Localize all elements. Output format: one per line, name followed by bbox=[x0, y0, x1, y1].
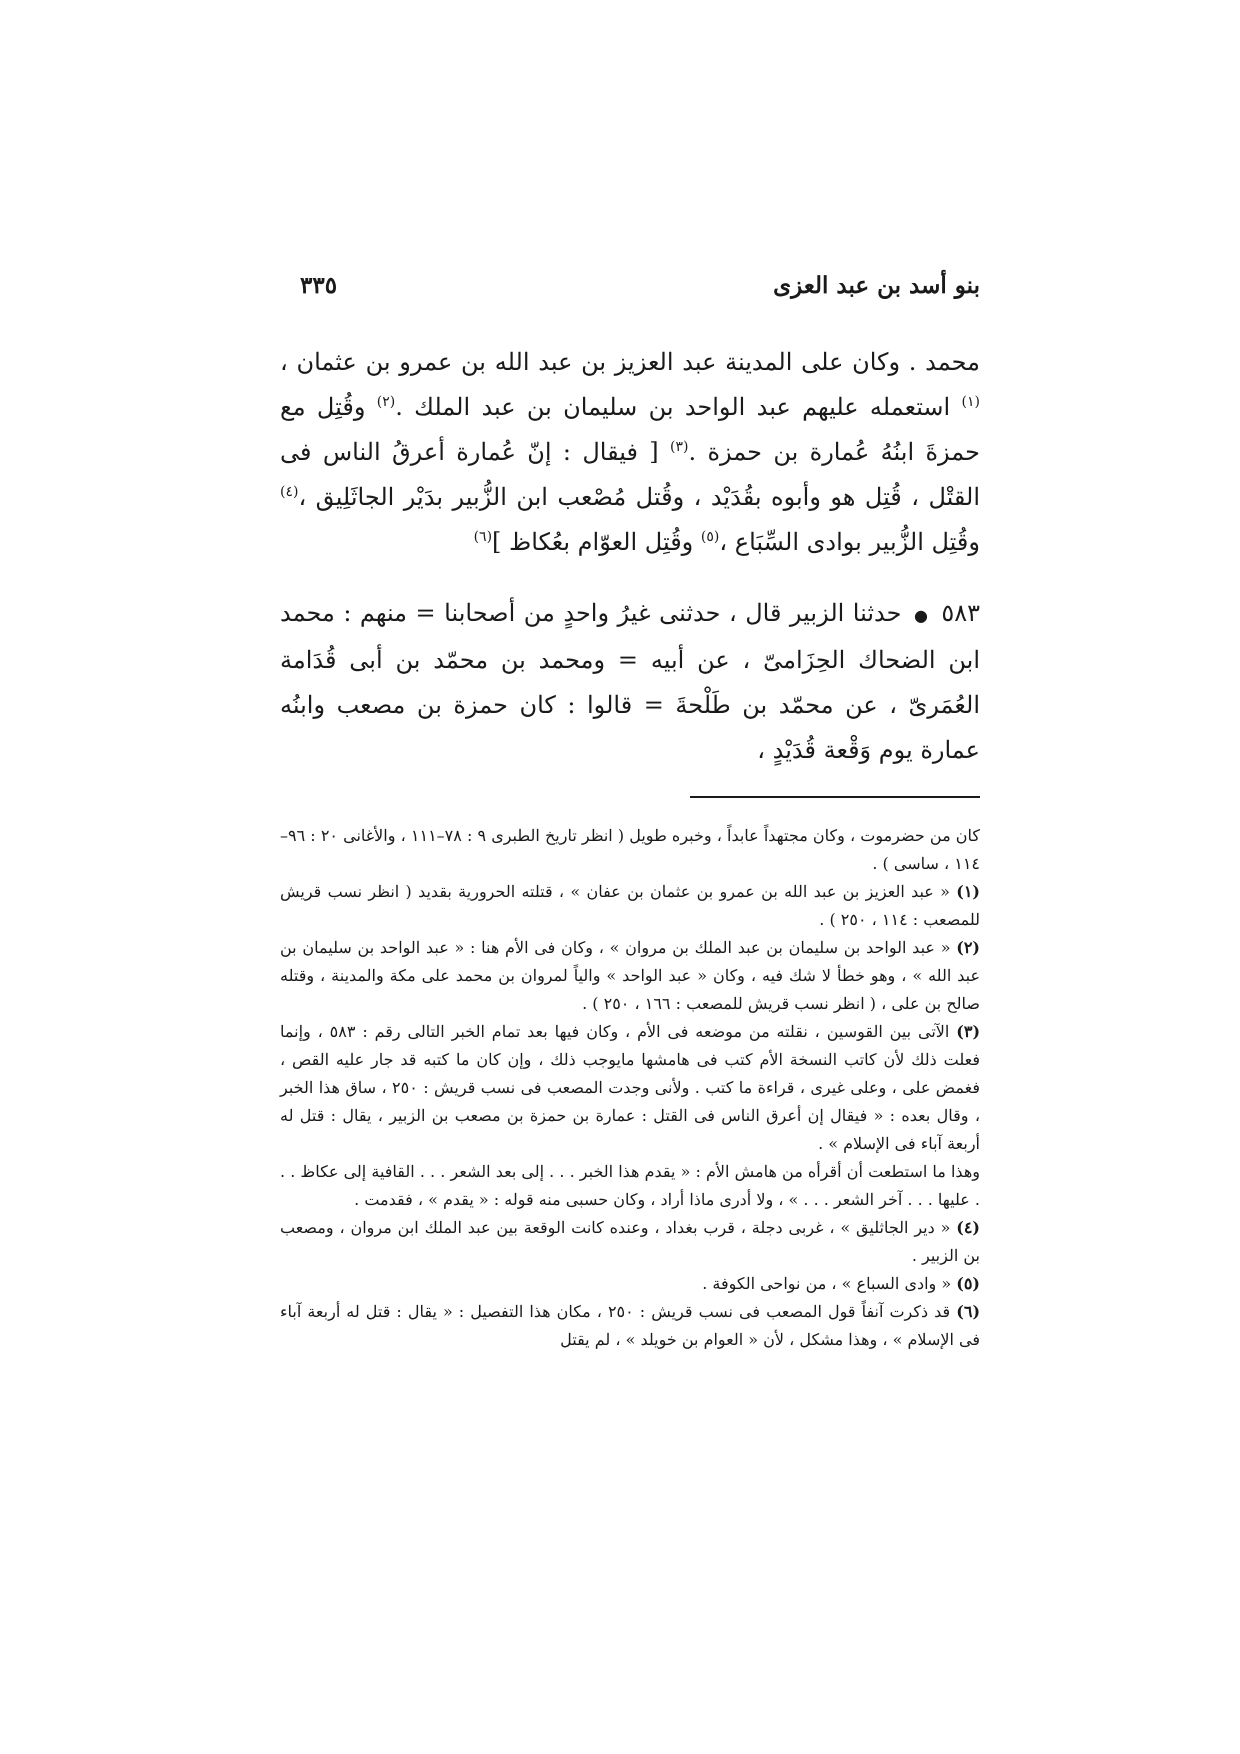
footnote-ref: (٦) bbox=[473, 529, 493, 545]
text-segment: محمد . وكان على المدينة عبد العزيز بن عبد الله بن عمرو بن عثمان ، bbox=[280, 348, 980, 376]
footnote-2 bbox=[280, 934, 980, 1018]
footnote-1 bbox=[280, 878, 980, 934]
running-title: بنو أسد بن عبد العزى bbox=[773, 272, 980, 299]
page-header bbox=[300, 272, 980, 312]
text-segment: استعمله عليهم عبد الواحد بن سليمان بن عبد الملك . bbox=[395, 393, 962, 421]
footnote-text: « عبد الواحد بن سليمان بن عبد الملك بن مروان » ، وكان فى الأم هنا : « عبد الواحد بن سليمان بن عبد الله » ، وهو خطأ لا شك فيه ، وكان « عبد الواحد » والياً لمروان بن محمد على مكة والمدينة ، وقتله صالح بن على ، ( انظر نسب قريش للمصعب : ١٦٦ ، ٢٥٠ ) . bbox=[280, 938, 980, 1013]
footnote-5 bbox=[280, 1270, 980, 1298]
paragraph-continuation bbox=[280, 340, 980, 565]
footnote-text: قد ذكرت آنفاً قول المصعب فى نسب قريش : ٢٥٠ ، مكان هذا التفصيل : « يقال : قتل له أربعة آباء فى الإسلام » ، وهذا مشكل ، لأن « العوام بن خويلد » ، لم يقتل bbox=[280, 1302, 980, 1349]
footnote-label: (٣) bbox=[956, 1022, 981, 1041]
footnote-ref: (٤) bbox=[280, 484, 299, 500]
narration-number: ٥٨٣ bbox=[941, 599, 980, 627]
text-segment: وقُتِل العوّام بعُكاظ ] bbox=[492, 528, 701, 556]
page-number: ٣٣٥ bbox=[300, 272, 338, 299]
footnote-text: الآتى بين القوسين ، نقلته من موضعه فى الأم ، وكان فيها بعد تمام الخبر التالى رقم : ٥٨٣ ، وإنما فعلت ذلك لأن كاتب النسخة الأم كتب فى هامشها مايوجب ذلك ، وإن كان ما كتبه قد جار عليه القص ، فغمض على ، وعلى غيرى ، قراءة ما كتب . ولأنى وجدت المصعب فى نسب قريش : ٢٥٠ ، ساق هذا الخبر ، وقال بعده : « فيقال إن أعرق الناس فى القتل : عمارة بن حمزة بن مصعب بن الزبير ، يقال : قتل له أربعة آباء فى الإسلام » . bbox=[280, 1022, 981, 1153]
footnote-label: (٢) bbox=[956, 938, 980, 957]
footnote-text: « عبد العزيز بن عبد الله بن عمرو بن عثمان بن عفان » ، قتلته الحرورية بقديد ( انظر نسب قريش للمصعب : ١١٤ ، ٢٥٠ ) . bbox=[280, 882, 980, 929]
footnote-divider bbox=[690, 796, 980, 798]
footnote-ref: (٥) bbox=[700, 529, 720, 545]
text-segment: وقُتِل الزُّبير بوادى السِّبَاع ، bbox=[719, 528, 980, 556]
footnote-label: (١) bbox=[956, 882, 980, 901]
footnote-3-continued: وهذا ما استطعت أن أقرأه من هامش الأم : « يقدم هذا الخبر . . . إلى بعد الشعر . . . القافية إلى عكاظ . . . عليها . . . آخر الشعر . . . » ، ولا أدرى ماذا أراد ، وكان حسبى منه قوله : « يقدم » ، فقدمت . bbox=[280, 1162, 980, 1209]
footnote-ref: (٢) bbox=[376, 394, 396, 410]
footnote-label: (٦) bbox=[956, 1302, 981, 1321]
footnote-label: (٥) bbox=[956, 1274, 980, 1293]
footnote-3 bbox=[280, 1018, 980, 1158]
text-segment: وقُتِل مع حمزةَ ابنُهُ عُمارة بن حمزة . bbox=[280, 393, 980, 466]
footnotes bbox=[280, 822, 980, 1354]
footnote-continuation: كان من حضرموت ، وكان مجتهداً عابداً ، وخبره طويل ( انظر تاريخ الطبرى ٩ : ٧٨–١١١ ، والأغانى ٢٠ : ٩٦–١١٤ ، ساسى ) . bbox=[280, 826, 981, 873]
footnote-ref: (٣) bbox=[670, 439, 689, 455]
footnote-6 bbox=[280, 1298, 980, 1354]
footnote-label: (٤) bbox=[956, 1218, 980, 1237]
footnote-ref: (١) bbox=[961, 394, 980, 410]
footnote-text: « دير الجاثليق » ، غربى دجلة ، قرب بغداد ، وعنده كانت الوقعة بين عبد الملك ابن مروان ، ومصعب بن الزبير . bbox=[280, 1218, 980, 1265]
main-text bbox=[280, 340, 980, 773]
narration-text: حدثنا الزبير قال ، حدثنى غيرُ واحدٍ من أصحابنا = منهم : محمد ابن الضحاك الحِزَامىّ ، عن أبيه = ومحمد بن محمّد بن أبى قُدَامة العُمَرىّ ، عن محمّد بن طَلْحةَ = قالوا : كان حمزة بن مصعب وابنُه عمارة يوم وَقْعة قُدَيْدٍ ، bbox=[280, 599, 980, 764]
narration-paragraph bbox=[280, 591, 980, 773]
bullet-icon: ● bbox=[913, 606, 929, 625]
footnote-4 bbox=[280, 1214, 980, 1270]
footnote-text: « وادى السباع » ، من نواحى الكوفة . bbox=[702, 1274, 952, 1293]
text-segment: [ فيقال : إنّ عُمارة أعرقُ الناس فى القتْل ، قُتِل هو وأبوه بقُدَيْد ، وقُتل مُصْعب ابن الزُّبير بدَيْر الجاثَلِيق ، bbox=[280, 438, 980, 511]
